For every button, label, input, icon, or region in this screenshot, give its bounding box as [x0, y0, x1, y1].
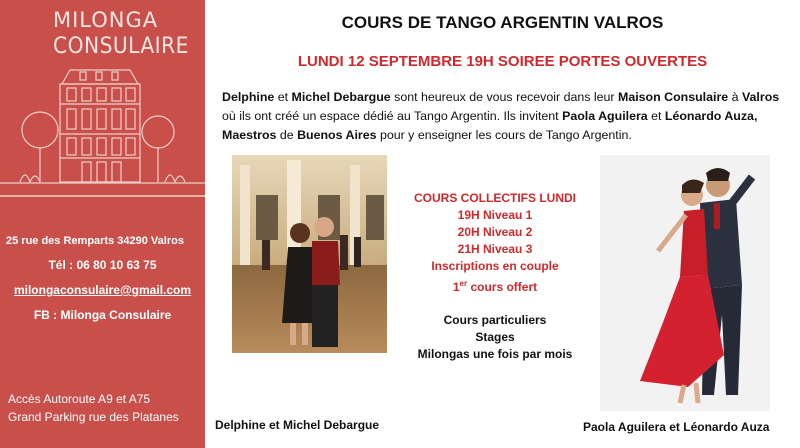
intro-valros: Valros — [741, 90, 780, 104]
intro-text: de — [276, 128, 298, 142]
free-first-rest: cours offert — [467, 280, 538, 294]
contact-address: 25 rue des Remparts 34290 Valros — [6, 235, 184, 247]
intro-text: sont heureux de vous recevoir dans leur — [390, 90, 618, 104]
caption-paola-leonardo: Paola Aguilera et Léonardo Auza — [583, 420, 770, 434]
caption-delphine-michel: Delphine et Michel Debargue — [215, 418, 380, 432]
course-level-3: 21H Niveau 3 — [457, 242, 533, 256]
courses-heading: COURS COLLECTIFS LUNDI — [414, 191, 576, 205]
monthly-milongas: Milongas une fois par mois — [417, 347, 573, 361]
intro-name-michel: Michel Debargue — [291, 90, 391, 104]
group-courses — [400, 190, 590, 296]
intro-buenos-aires: Buenos Aires — [297, 128, 377, 142]
intro-text: et — [647, 109, 665, 123]
photo-paola-leonardo — [600, 155, 770, 411]
page-title: COURS DE TANGO ARGENTIN VALROS — [341, 13, 664, 32]
free-first-num: 1 — [452, 280, 460, 294]
free-first-sup: er — [459, 279, 468, 288]
logo-title-line1: MILONGA — [53, 8, 159, 32]
free-first-course — [400, 275, 590, 296]
intro-text: à — [728, 90, 742, 104]
tango-couple-illustration — [600, 155, 770, 411]
intro-maison: Maison Consulaire — [618, 90, 729, 104]
contact-phone[interactable]: Tél : 06 80 10 63 75 — [48, 258, 157, 272]
contact-email-link[interactable]: milongaconsulaire@gmail.com — [13, 283, 192, 297]
ballroom-photo-illustration — [232, 155, 387, 353]
intro-name-paola: Paola Aguilera — [562, 109, 648, 123]
registration-note: Inscriptions en couple — [431, 259, 559, 273]
intro-name-delphine: Delphine — [222, 90, 275, 104]
intro-text: et — [274, 90, 292, 104]
intro-text: pour y enseigner les cours de Tango Argentin. — [376, 128, 632, 142]
contact-facebook[interactable]: FB : Milonga Consulaire — [33, 308, 172, 322]
logo — [0, 0, 205, 195]
access-info-line2: Grand Parking rue des Platanes — [8, 410, 179, 424]
intro-name-leonardo: Léonardo Auza, Maestros — [222, 109, 758, 142]
logo-title-line2: CONSULAIRE — [53, 34, 189, 59]
private-lessons: Cours particuliers — [443, 313, 547, 327]
intro-paragraph — [222, 88, 792, 145]
event-subtitle: LUNDI 12 SEPTEMBRE 19H SOIREE PORTES OUVERTES — [297, 53, 708, 70]
intro-text: où ils ont créé un espace dédié au Tango Argentin. Ils invitent — [222, 109, 563, 123]
other-offers — [400, 312, 590, 363]
sidebar — [0, 0, 205, 448]
access-info-line1: Accès Autoroute A9 et A75 — [8, 392, 151, 406]
sidebar-divider — [0, 195, 205, 197]
photo-delphine-michel — [232, 155, 387, 353]
workshops: Stages — [475, 330, 515, 344]
course-level-1: 19H Niveau 1 — [457, 208, 533, 222]
building-icon — [0, 62, 205, 194]
course-level-2: 20H Niveau 2 — [457, 225, 533, 239]
